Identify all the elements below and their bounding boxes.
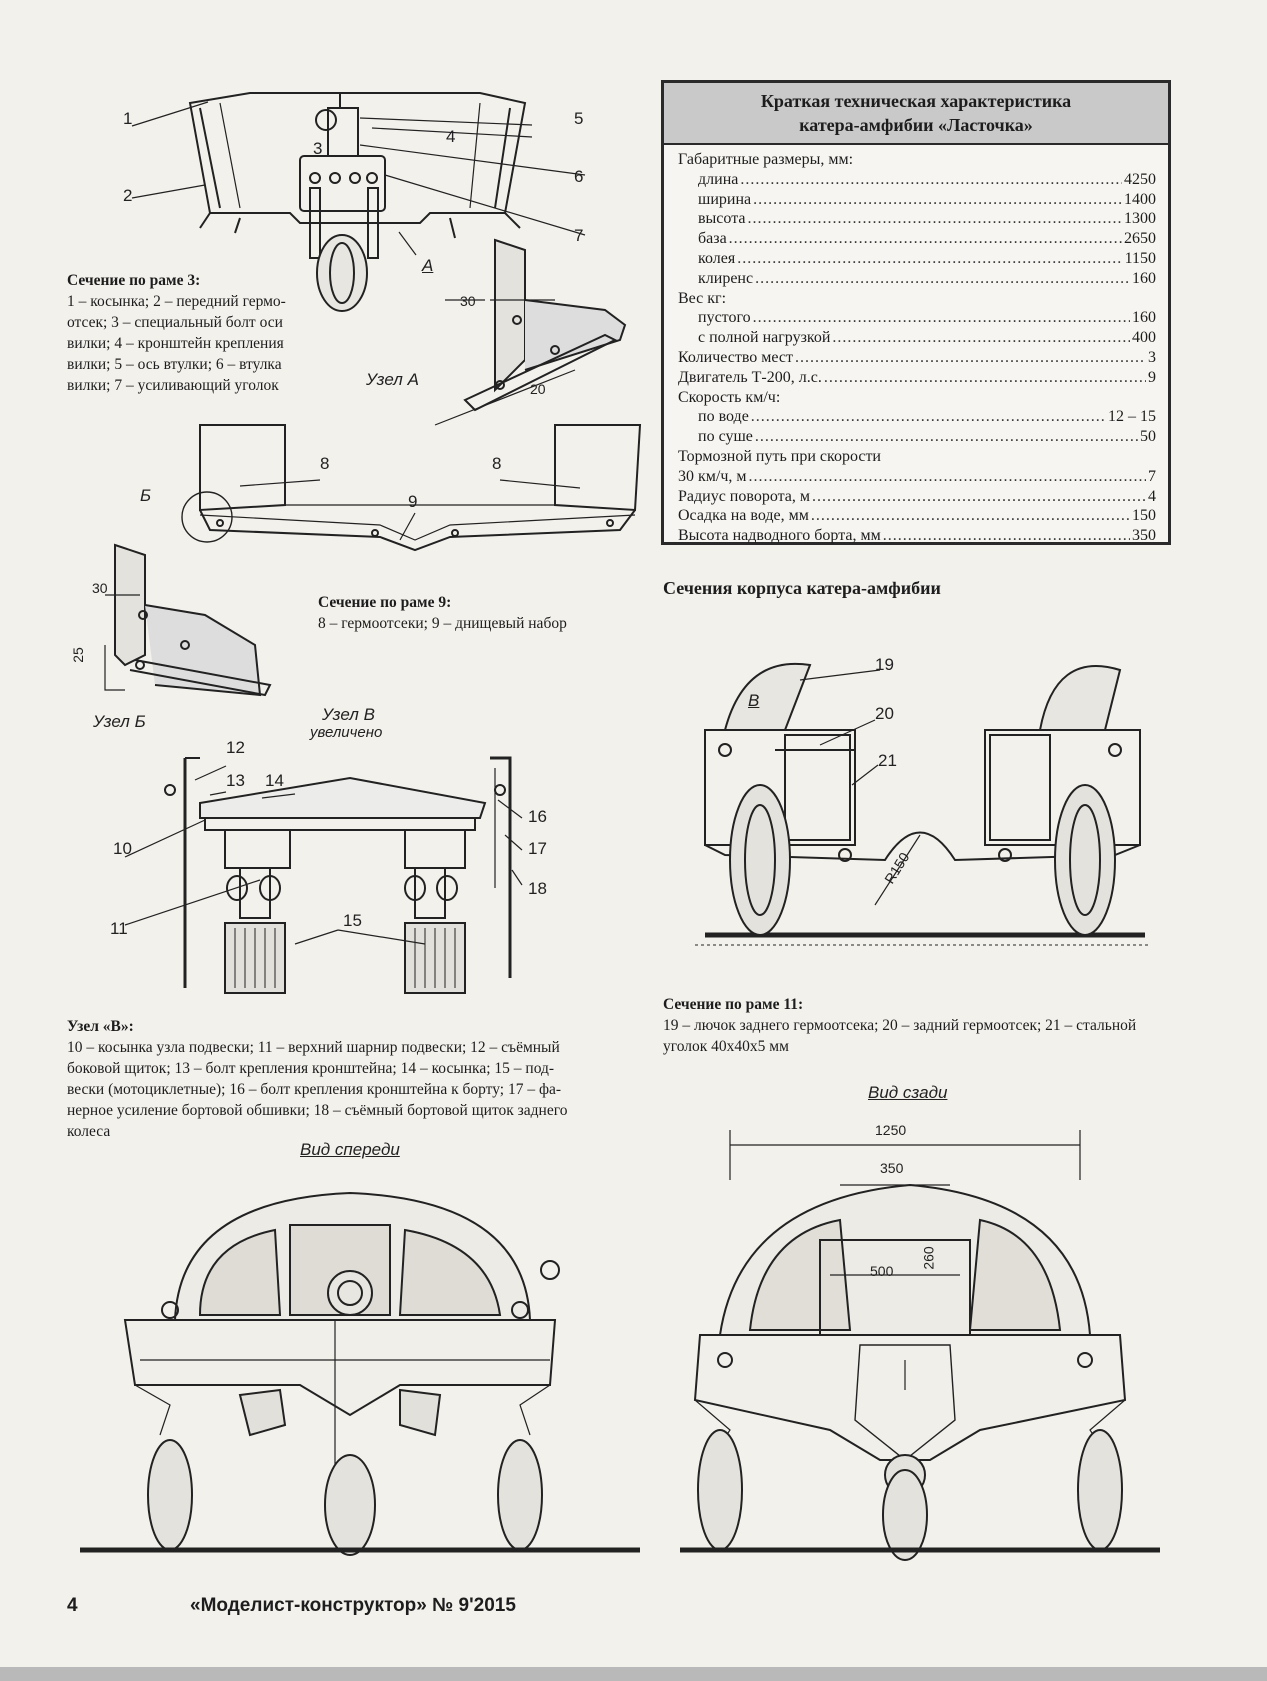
frame3-caption-line: отсек; 3 – специальный болт оси: [67, 314, 283, 331]
front-view-drawing: [80, 1175, 640, 1570]
node-v-caption-line: боковой щиток; 13 – болт крепления кронштейна; 14 – косынка; 15 – под-: [67, 1060, 555, 1077]
rear-dim-260: 260: [920, 1246, 937, 1270]
spec-row-value: 9: [1148, 368, 1156, 386]
spec-row-name: высота: [698, 210, 746, 228]
node-v-label-12: 12: [226, 738, 245, 757]
node-v-label-11: 11: [110, 919, 128, 938]
node-v-caption-line: вески (мотоциклетные); 16 – болт крепления кронштейна к борту; 17 – фа-: [67, 1081, 562, 1098]
node-v-caption-line: колеса: [67, 1123, 111, 1140]
spec-title-line1: Краткая техническая характеристика: [760, 91, 1072, 111]
spec-row-name: Высота надводного борта, мм: [678, 527, 881, 545]
spec-row-value: 7: [1148, 467, 1156, 485]
spec-row-value: 4250: [1124, 170, 1156, 188]
spec-row-name: Вес кг:: [678, 289, 727, 307]
frame3-caption-line: вилки; 7 – усиливающий уголок: [67, 377, 279, 394]
hull-sections-title: Сечения корпуса катера-амфибии: [663, 578, 941, 598]
rear-dim-1250: 1250: [875, 1122, 907, 1138]
hull-caption-title: Сечение по раме 11:: [663, 996, 804, 1013]
spec-row-name: пустого: [698, 309, 751, 327]
spec-row-name: Двигатель Т-200, л.с.: [678, 368, 822, 386]
frame9-label-8-right: 8: [492, 454, 502, 473]
frame3-caption-line: вилки; 4 – кронштейн крепления: [67, 335, 284, 352]
node-v-subtitle: увеличено: [310, 724, 383, 741]
node-a-dim-20: 20: [530, 381, 546, 397]
frame3-caption-title: Сечение по раме 3:: [67, 272, 201, 289]
spec-row-value: 350: [1132, 527, 1156, 545]
rear-view-drawing: [680, 1130, 1160, 1570]
spec-row-name: Тормозной путь при скорости: [678, 447, 881, 465]
hull-caption: [663, 994, 1203, 1057]
spec-row-value: 160: [1132, 269, 1156, 287]
node-v-caption-line: нерное усиление бортовой обшивки; 18 – съёмный бортовой щиток заднего: [67, 1102, 568, 1119]
spec-row-value: 12 – 15: [1108, 408, 1156, 426]
spec-row-name: Радиус поворота, м: [678, 487, 811, 505]
frame3-label-2: 2: [123, 186, 133, 205]
spec-row-value: 3: [1148, 348, 1156, 366]
node-v-caption-line: 10 – косынка узла подвески; 11 – верхний шарнир подвески; 12 – съёмный: [67, 1039, 560, 1056]
frame3-label-7: 7: [574, 226, 584, 245]
spec-row-name: 30 км/ч, м: [678, 467, 747, 485]
hull-radius-label: R150: [881, 849, 913, 887]
frame3-label-4: 4: [446, 127, 456, 146]
rear-dim-500: 500: [870, 1263, 894, 1279]
hull-label-20: 20: [875, 704, 894, 723]
spec-row-name: Осадка на воде, мм: [678, 507, 809, 525]
spec-row-name: ширина: [698, 190, 752, 208]
spec-row-value: 1300: [1124, 210, 1156, 228]
node-v-label-10: 10: [113, 839, 132, 858]
spec-row-name: Габаритные размеры, мм:: [678, 151, 854, 168]
node-a-title: Узел А: [366, 370, 419, 389]
spec-row-name: длина: [698, 170, 739, 188]
spec-row-name: колея: [698, 249, 736, 267]
spec-row-value: 400: [1132, 329, 1156, 347]
frame3-label-6: 6: [574, 167, 584, 186]
frame3-label-1: 1: [123, 109, 133, 128]
frame9-node-b-marker: Б: [140, 486, 152, 505]
front-view-title: Вид спереди: [300, 1140, 400, 1159]
spec-row-value: 160: [1132, 309, 1156, 327]
rear-dim-350: 350: [880, 1160, 904, 1176]
spec-row-name: Скорость км/ч:: [678, 388, 781, 406]
frame3-label-5: 5: [574, 109, 584, 128]
spec-row-name: по суше: [698, 428, 753, 446]
hull-label-19: 19: [875, 655, 894, 674]
spec-row-value: 2650: [1124, 230, 1156, 248]
hull-node-v-marker: В: [748, 691, 760, 710]
node-v-label-14: 14: [265, 771, 284, 790]
rear-view-title: Вид сзади: [868, 1083, 948, 1102]
node-b-dim-30: 30: [92, 580, 108, 596]
footer-magazine: «Моделист-конструктор» № 9'2015: [190, 1595, 516, 1616]
frame3-node-a-marker: А: [422, 256, 434, 275]
node-v-label-16: 16: [528, 807, 547, 826]
spec-row-name: Количество мест: [678, 348, 794, 366]
hull-caption-line: уголок 40х40х5 мм: [663, 1038, 789, 1055]
spec-row-value: 4: [1148, 487, 1156, 505]
frame9-label-8-left: 8: [320, 454, 330, 473]
frame3-label-3: 3: [313, 139, 323, 158]
frame9-caption-title: Сечение по раме 9:: [318, 594, 452, 611]
node-b-title: Узел Б: [93, 712, 146, 731]
spec-row-name: по воде: [698, 408, 749, 426]
node-a-dim-30: 30: [460, 293, 476, 309]
spec-row-name: база: [698, 230, 727, 248]
frame3-caption-line: вилки; 5 – ось втулки; 6 – втулка: [67, 356, 282, 373]
node-v-label-17: 17: [528, 839, 547, 858]
hull-label-21: 21: [878, 751, 897, 770]
frame3-caption-line: 1 – косынка; 2 – передний гермо-: [67, 293, 286, 310]
hull-caption-line: 19 – лючок заднего гермоотсека; 20 – задний гермоотсек; 21 – стальной: [663, 1017, 1137, 1034]
spec-row-value: 1150: [1124, 249, 1156, 267]
node-v-caption-title: Узел «В»:: [67, 1018, 134, 1035]
node-v-title: Узел В: [322, 705, 375, 724]
frame9-caption-text: 8 – гермоотсеки; 9 – днищевый набор: [318, 615, 567, 632]
spec-row-value: 150: [1132, 507, 1156, 525]
spec-title-line2: катера-амфибии «Ласточка»: [799, 115, 1033, 135]
spec-row-value: 50: [1140, 428, 1156, 446]
node-v-label-13: 13: [226, 771, 245, 790]
footer-page-number: 4: [67, 1595, 78, 1616]
spec-row-name: с полной нагрузкой: [698, 329, 831, 347]
frame9-label-9: 9: [408, 492, 418, 511]
spec-row-name: клиренс: [698, 269, 754, 287]
node-v-label-15: 15: [343, 911, 362, 930]
node-v-label-18: 18: [528, 879, 547, 898]
spec-row-value: 1400: [1124, 190, 1156, 208]
node-b-dim-25: 25: [69, 647, 86, 663]
